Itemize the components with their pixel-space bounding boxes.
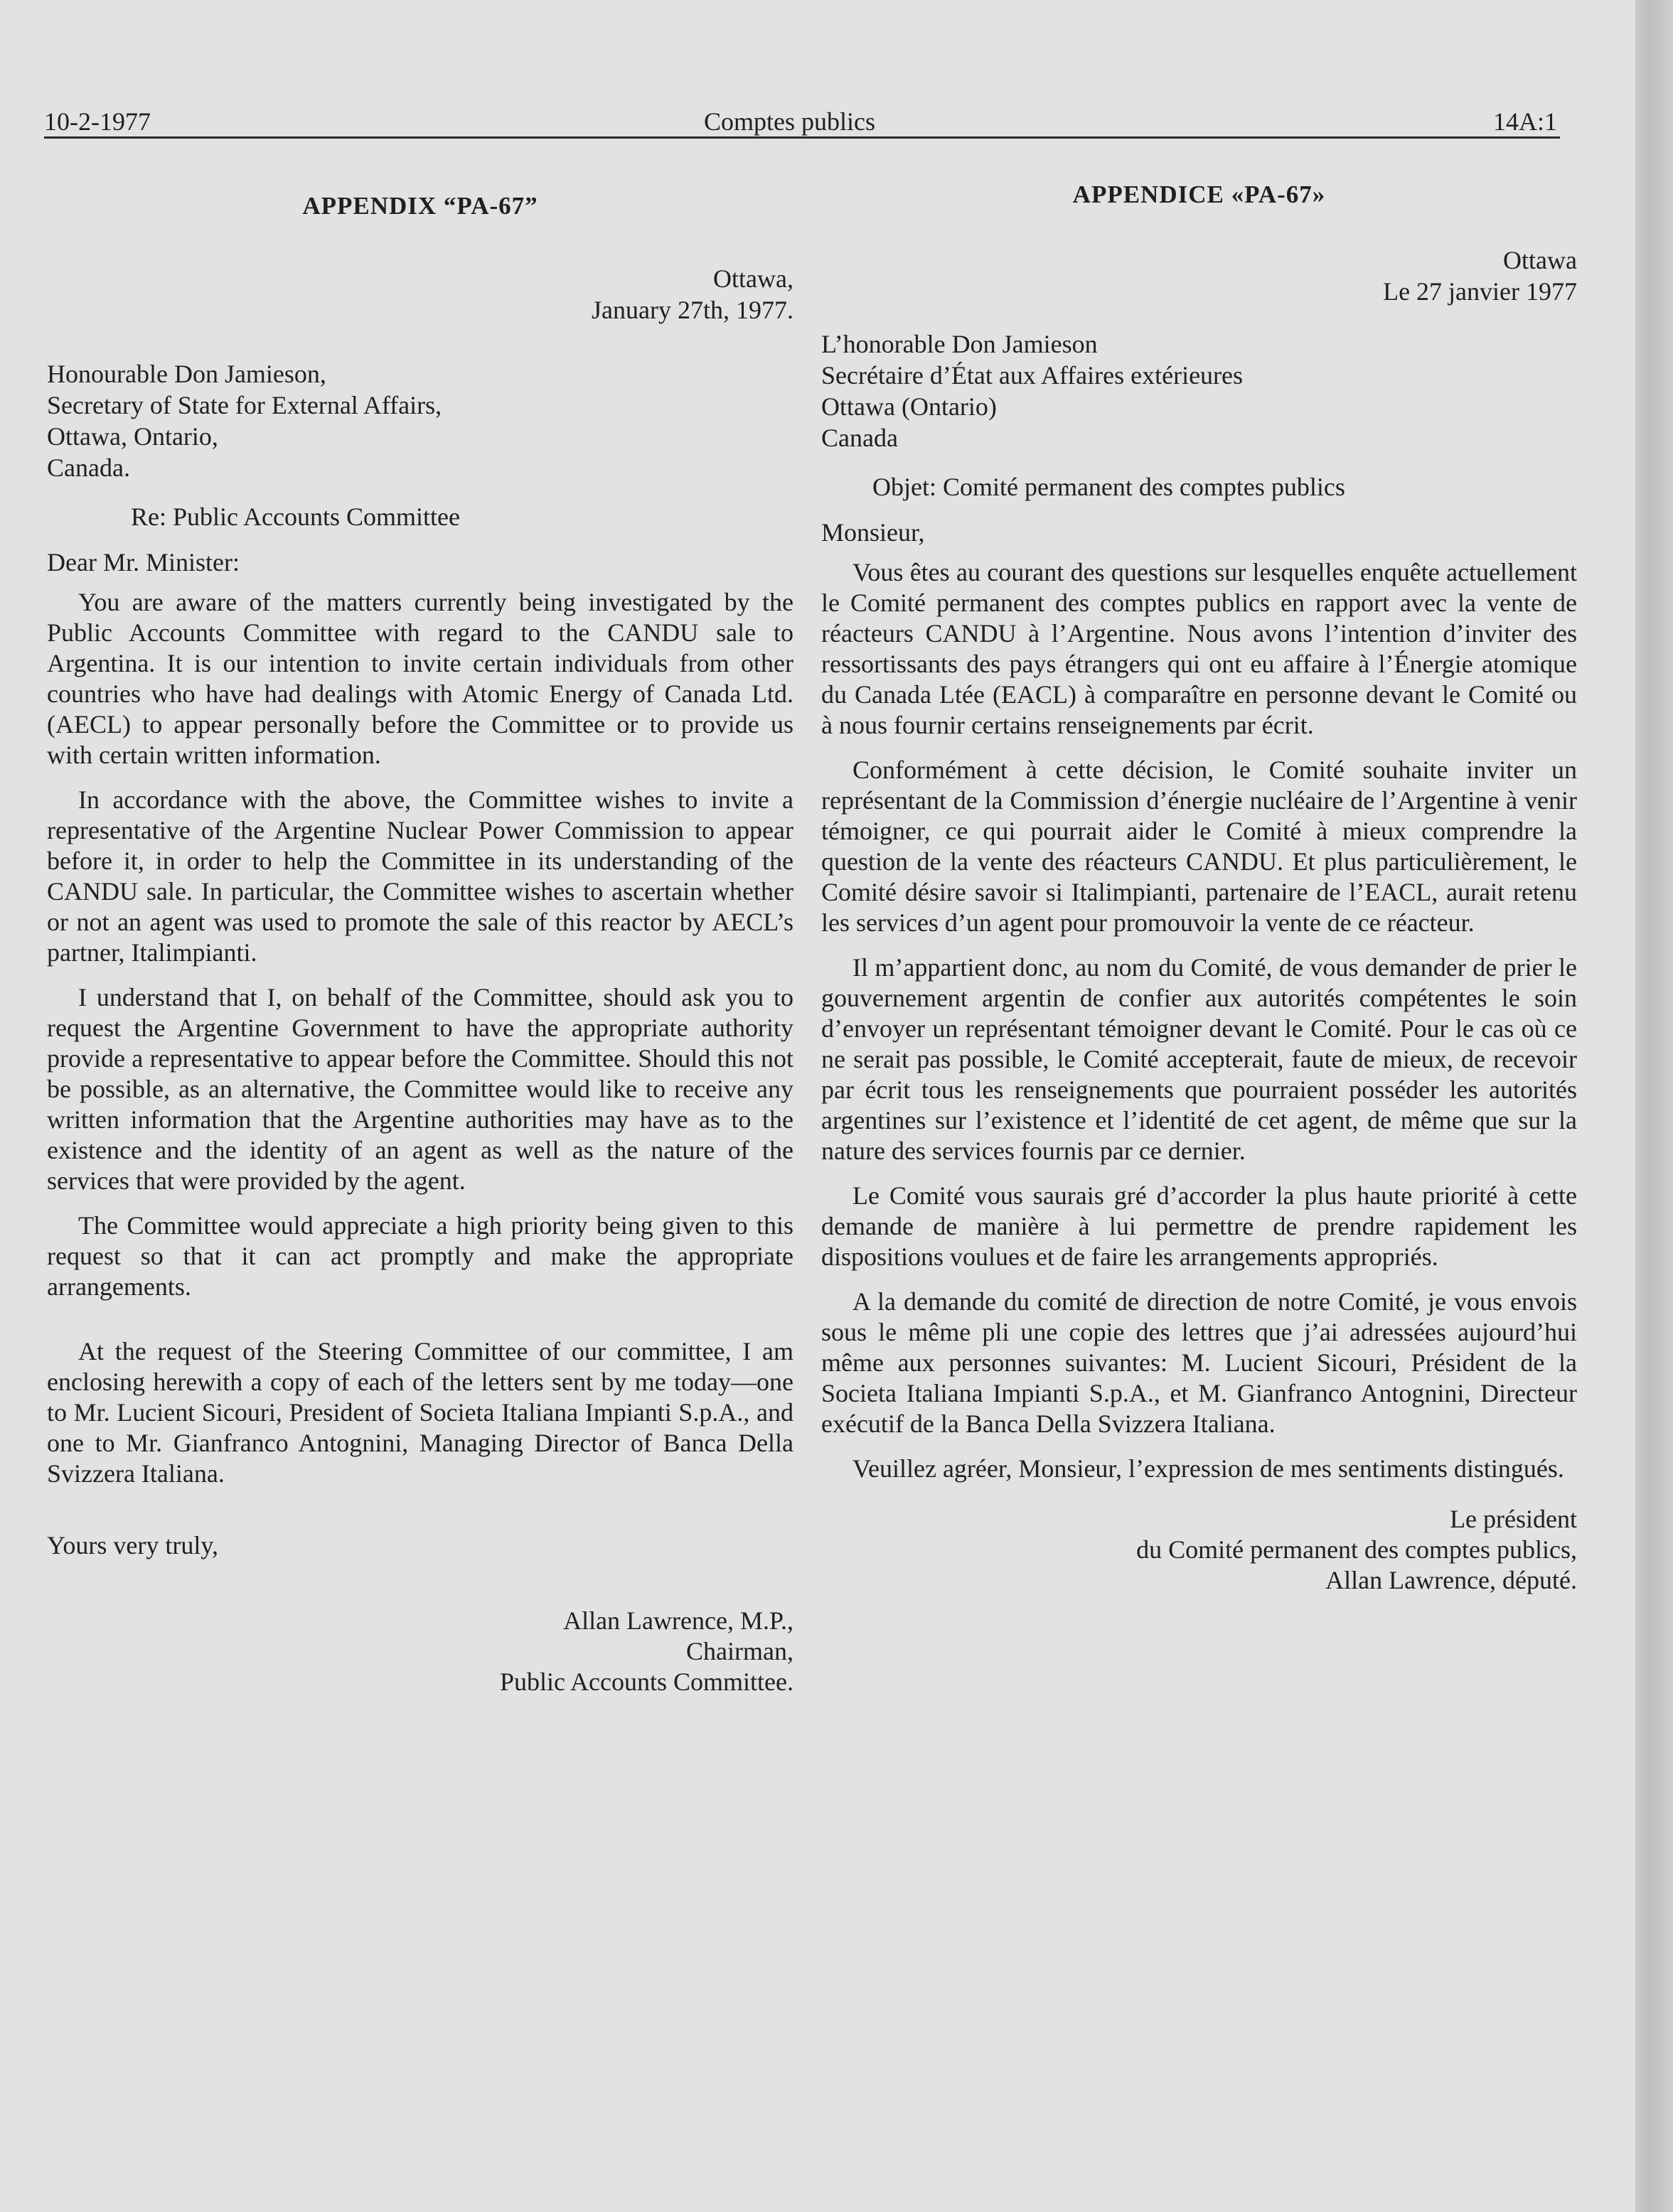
header-title: Comptes publics bbox=[704, 107, 875, 136]
signature-fr bbox=[821, 1504, 1577, 1596]
page-edge bbox=[1635, 0, 1673, 2212]
signature-line: Chairman, bbox=[686, 1637, 793, 1665]
paragraph-en: I understand that I, on behalf of the Committee, should ask you to request the Argentine Government to have the appropriate authority provide a representative to appear before the Committee. Should this not be possible, as an alternative, the Committee would like to receive any written information that the Argentine authorities may have as to the existence and the identity of an agent as well as the nature of the services that were provided by the agent. bbox=[47, 983, 793, 1195]
paragraph-fr: A la demande du comité de direction de notre Comité, je vous envois sous le même pli une copie des lettres que j’ai adressées aujourd’hui même aux personnes suivantes: M. Lucient Sicouri, Président de la Societa Italiana Impianti S.p.A., et M. Gianfranco Antognini, Directeur exécutif de la Banca Della Svizzera Italiana. bbox=[821, 1287, 1577, 1438]
paragraph-en: You are aware of the matters currently being investigated by the Public Accounts Committee with regard to the CANDU sale to Argentina. It is our intention to invite certain individuals from other countries who have had dealings with Atomic Energy of Canada Ltd. (AECL) to appear personally before the Committee or to provide us with certain written information. bbox=[47, 588, 793, 769]
addressee-line: Canada bbox=[821, 424, 898, 452]
paragraph-en: In accordance with the above, the Committee wishes to invite a representative of the Argentine Nuclear Power Commission to appear before it, in order to help the Committee in its understanding of the CANDU sale. In particular, the Committee wishes to ascertain whether or not an agent was used to promote the sale of this reactor by AECL’s partner, Italimpianti. bbox=[47, 785, 793, 967]
addressee-fr bbox=[821, 328, 1577, 453]
addressee-line: Ottawa (Ontario) bbox=[821, 392, 997, 421]
signature-line: du Comité permanent des comptes publics, bbox=[1136, 1535, 1577, 1564]
place-date-fr bbox=[821, 245, 1577, 307]
signature-line: Allan Lawrence, député. bbox=[1325, 1566, 1577, 1594]
addressee-line: Secrétaire d’État aux Affaires extérieures bbox=[821, 361, 1244, 390]
subject-line-fr: Objet: Comité permanent des comptes publics bbox=[872, 473, 1345, 501]
header-date: 10-2-1977 bbox=[44, 107, 151, 136]
english-letter bbox=[47, 171, 793, 1697]
signature-line: Allan Lawrence, M.P., bbox=[563, 1606, 793, 1635]
signature-en bbox=[47, 1606, 793, 1697]
paragraph-fr: Il m’appartient donc, au nom du Comité, de vous demander de prier le gouvernement argentin de confier aux autorités compétentes le soin d’envoyer un représentant témoigner devant le Comité. Pour le cas où ce ne serait pas possible, le Comité accepterait, faute de mieux, de recevoir par écrit tous les renseignements que pourraient posséder les autorités argentines sur l’existence et l’identité de cet agent, de même que sur la nature des services fournis par ce dernier. bbox=[821, 953, 1577, 1165]
closing-en: Yours very truly, bbox=[47, 1531, 219, 1559]
signature-line: Public Accounts Committee. bbox=[500, 1668, 793, 1696]
addressee-en bbox=[47, 358, 793, 483]
header-rule bbox=[44, 136, 1560, 139]
addressee-line: Secretary of State for External Affairs, bbox=[47, 391, 442, 419]
subject-line-en: Re: Public Accounts Committee bbox=[131, 503, 460, 531]
place-fr: Ottawa bbox=[1503, 246, 1577, 274]
place-en: Ottawa, bbox=[713, 264, 793, 293]
appendix-title-en: APPENDIX “PA-67” bbox=[302, 192, 538, 220]
place-date-en bbox=[47, 263, 793, 326]
paragraph-fr: Vous êtes au courant des questions sur lesquelles enquête actuellement le Comité permanent des comptes publics en rapport avec la vente de réacteurs CANDU à l’Argentine. Nous avons l’intention d’inviter des ressortissants des pays étrangers qui ont eu affaire à l’Énergie atomique du Canada Ltée (EACL) à comparaître en personne devant le Comité ou à nous fournir certains renseignements par écrit. bbox=[821, 558, 1577, 739]
addressee-line: Canada. bbox=[47, 453, 130, 482]
french-letter bbox=[821, 171, 1577, 1596]
salutation-en: Dear Mr. Minister: bbox=[47, 548, 240, 576]
closing-fr: Veuillez agréer, Monsieur, l’expression de mes sentiments distingués. bbox=[852, 1454, 1564, 1483]
paragraph-fr: Conformément à cette décision, le Comité souhaite inviter un représentant de la Commission d’énergie nucléaire de l’Argentine à venir témoigner, ce qui pourrait aider le Comité à mieux comprendre la question de la vente des réacteurs CANDU. Et plus particulièrement, le Comité désire savoir si Italimpianti, partenaire de l’EACL, aurait retenu les services d’un agent pour promouvoir la vente de ce réacteur. bbox=[821, 756, 1577, 937]
addressee-line: Honourable Don Jamieson, bbox=[47, 360, 326, 388]
paragraph-fr: Le Comité vous saurais gré d’accorder la plus haute priorité à cette demande de manière à lui permettre de prendre rapidement les dispositions voulues et de faire les arrangements appropriés. bbox=[821, 1181, 1577, 1271]
paragraph-en: The Committee would appreciate a high priority being given to this request so that it can act promptly and make the appropriate arrangements. bbox=[47, 1211, 793, 1301]
addressee-line: Ottawa, Ontario, bbox=[47, 422, 218, 451]
appendix-title-fr: APPENDICE «PA-67» bbox=[1072, 181, 1326, 208]
date-en: January 27th, 1977. bbox=[592, 296, 793, 324]
signature-line: Le président bbox=[1450, 1505, 1577, 1533]
salutation-fr: Monsieur, bbox=[821, 518, 925, 547]
paragraph-en: At the request of the Steering Committee of our committee, I am enclosing herewith a copy of each of the letters sent by me today—one to Mr. Lucient Sicouri, President of Societa Italiana Impianti S.p.A., and one to Mr. Gianfranco Antognini, Managing Director of Banca Della Svizzera Italiana. bbox=[47, 1337, 793, 1488]
addressee-line: L’honorable Don Jamieson bbox=[821, 330, 1098, 358]
date-fr: Le 27 janvier 1977 bbox=[1383, 277, 1577, 306]
header-page-number: 14A:1 bbox=[1493, 107, 1557, 136]
